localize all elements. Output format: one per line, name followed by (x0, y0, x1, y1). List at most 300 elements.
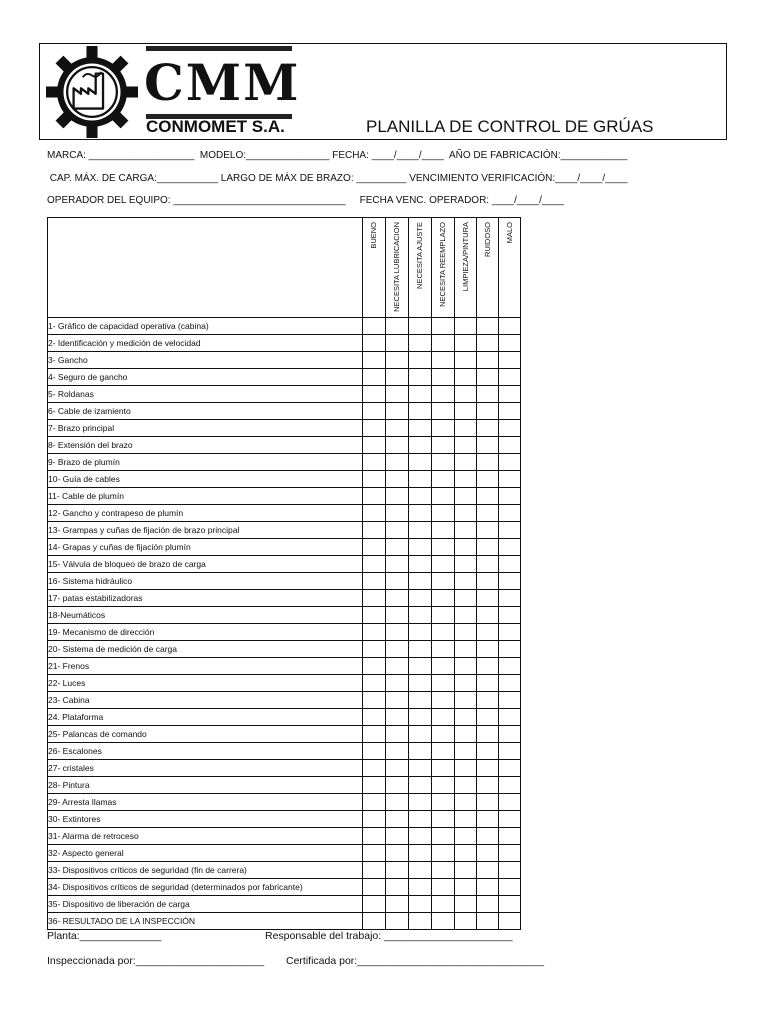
check-cell[interactable] (386, 624, 409, 641)
check-cell[interactable] (386, 743, 409, 760)
check-cell[interactable] (455, 454, 477, 471)
check-cell[interactable] (363, 828, 386, 845)
check-cell[interactable] (386, 709, 409, 726)
table-row (48, 590, 521, 607)
column-header (455, 218, 477, 318)
check-cell[interactable] (499, 658, 521, 675)
check-cell[interactable] (432, 505, 455, 522)
check-cell[interactable] (432, 726, 455, 743)
check-cell[interactable] (455, 845, 477, 862)
check-cell[interactable] (363, 845, 386, 862)
item-label: 8- Extensión del brazo (48, 437, 363, 454)
item-label: 31- Alarma de retroceso (48, 828, 363, 845)
check-cell[interactable] (499, 352, 521, 369)
check-cell[interactable] (409, 318, 432, 335)
check-cell[interactable] (432, 641, 455, 658)
check-cell[interactable] (499, 879, 521, 896)
check-cell[interactable] (499, 437, 521, 454)
check-cell[interactable] (455, 777, 477, 794)
check-cell[interactable] (477, 641, 499, 658)
check-cell[interactable] (363, 318, 386, 335)
check-cell[interactable] (455, 692, 477, 709)
check-cell[interactable] (409, 641, 432, 658)
check-cell[interactable] (432, 420, 455, 437)
check-cell[interactable] (432, 437, 455, 454)
check-cell[interactable] (363, 811, 386, 828)
check-cell[interactable] (477, 556, 499, 573)
check-cell[interactable] (409, 454, 432, 471)
check-cell[interactable] (499, 403, 521, 420)
check-cell[interactable] (432, 539, 455, 556)
check-cell[interactable] (386, 522, 409, 539)
check-cell[interactable] (409, 437, 432, 454)
check-cell[interactable] (386, 692, 409, 709)
check-cell[interactable] (363, 896, 386, 913)
check-cell[interactable] (477, 488, 499, 505)
check-cell[interactable] (477, 828, 499, 845)
check-cell[interactable] (432, 488, 455, 505)
check-cell[interactable] (363, 692, 386, 709)
check-cell[interactable] (363, 335, 386, 352)
check-cell[interactable] (455, 743, 477, 760)
check-cell[interactable] (409, 505, 432, 522)
item-column-header (48, 218, 363, 318)
check-cell[interactable] (363, 913, 386, 930)
check-cell[interactable] (477, 471, 499, 488)
check-cell[interactable] (363, 488, 386, 505)
check-cell[interactable] (477, 369, 499, 386)
check-cell[interactable] (409, 862, 432, 879)
check-cell[interactable] (409, 488, 432, 505)
check-cell[interactable] (386, 658, 409, 675)
column-header (386, 218, 409, 318)
check-cell[interactable] (409, 879, 432, 896)
check-cell[interactable] (363, 862, 386, 879)
check-cell[interactable] (409, 522, 432, 539)
check-cell[interactable] (499, 488, 521, 505)
check-cell[interactable] (363, 743, 386, 760)
check-cell[interactable] (499, 590, 521, 607)
item-label: 17- patas estabilizadoras (48, 590, 363, 607)
check-cell[interactable] (455, 726, 477, 743)
certificada-field: Certificada por:________________________________ (286, 955, 545, 967)
check-cell[interactable] (432, 573, 455, 590)
item-label: 5- Roldanas (48, 386, 363, 403)
item-label: 19- Mecanismo de dirección (48, 624, 363, 641)
table-row (48, 828, 521, 845)
check-cell[interactable] (386, 420, 409, 437)
check-cell[interactable] (432, 862, 455, 879)
check-cell[interactable] (455, 522, 477, 539)
check-cell[interactable] (499, 675, 521, 692)
check-cell[interactable] (363, 777, 386, 794)
check-cell[interactable] (363, 471, 386, 488)
check-cell[interactable] (363, 403, 386, 420)
check-cell[interactable] (455, 879, 477, 896)
check-cell[interactable] (455, 573, 477, 590)
check-cell[interactable] (477, 709, 499, 726)
check-cell[interactable] (363, 437, 386, 454)
check-cell[interactable] (386, 675, 409, 692)
check-cell[interactable] (455, 471, 477, 488)
check-cell[interactable] (499, 369, 521, 386)
check-cell[interactable] (455, 862, 477, 879)
check-cell[interactable] (386, 828, 409, 845)
check-cell[interactable] (409, 658, 432, 675)
item-label: 12- Gancho y contrapeso de plumín (48, 505, 363, 522)
check-cell[interactable] (432, 811, 455, 828)
check-cell[interactable] (455, 352, 477, 369)
check-cell[interactable] (363, 726, 386, 743)
check-cell[interactable] (409, 369, 432, 386)
check-cell[interactable] (455, 794, 477, 811)
check-cell[interactable] (477, 403, 499, 420)
check-cell[interactable] (499, 726, 521, 743)
check-cell[interactable] (363, 573, 386, 590)
check-cell[interactable] (499, 845, 521, 862)
check-cell[interactable] (499, 794, 521, 811)
check-cell[interactable] (409, 709, 432, 726)
check-cell[interactable] (432, 777, 455, 794)
check-cell[interactable] (363, 539, 386, 556)
check-cell[interactable] (432, 794, 455, 811)
check-cell[interactable] (386, 471, 409, 488)
check-cell[interactable] (432, 828, 455, 845)
table-row (48, 726, 521, 743)
table-header-row (48, 218, 521, 318)
check-cell[interactable] (386, 862, 409, 879)
checklist-body (48, 318, 521, 930)
check-cell[interactable] (477, 913, 499, 930)
check-cell[interactable] (477, 811, 499, 828)
table-row (48, 658, 521, 675)
check-cell[interactable] (386, 590, 409, 607)
check-cell[interactable] (455, 590, 477, 607)
check-cell[interactable] (363, 794, 386, 811)
check-cell[interactable] (363, 505, 386, 522)
check-cell[interactable] (386, 352, 409, 369)
table-row (48, 641, 521, 658)
check-cell[interactable] (455, 913, 477, 930)
check-cell[interactable] (386, 607, 409, 624)
item-label: 35- Dispositivo de liberación de carga (48, 896, 363, 913)
check-cell[interactable] (477, 352, 499, 369)
check-cell[interactable] (409, 726, 432, 743)
check-cell[interactable] (386, 318, 409, 335)
check-cell[interactable] (409, 845, 432, 862)
check-cell[interactable] (432, 743, 455, 760)
check-cell[interactable] (432, 845, 455, 862)
table-row (48, 692, 521, 709)
check-cell[interactable] (409, 675, 432, 692)
check-cell[interactable] (386, 811, 409, 828)
check-cell[interactable] (363, 658, 386, 675)
check-cell[interactable] (499, 709, 521, 726)
check-cell[interactable] (363, 641, 386, 658)
check-cell[interactable] (499, 318, 521, 335)
check-cell[interactable] (409, 556, 432, 573)
check-cell[interactable] (386, 913, 409, 930)
check-cell[interactable] (432, 675, 455, 692)
check-cell[interactable] (386, 505, 409, 522)
check-cell[interactable] (432, 607, 455, 624)
check-cell[interactable] (477, 522, 499, 539)
check-cell[interactable] (386, 777, 409, 794)
check-cell[interactable] (499, 862, 521, 879)
check-cell[interactable] (363, 522, 386, 539)
check-cell[interactable] (477, 318, 499, 335)
check-cell[interactable] (432, 692, 455, 709)
check-cell[interactable] (386, 726, 409, 743)
check-cell[interactable] (409, 794, 432, 811)
check-cell[interactable] (386, 488, 409, 505)
check-cell[interactable] (409, 590, 432, 607)
check-cell[interactable] (477, 777, 499, 794)
check-cell[interactable] (432, 369, 455, 386)
item-label: 2- Identificación y medición de velocidad (48, 335, 363, 352)
check-cell[interactable] (455, 318, 477, 335)
item-label: 28- Pintura (48, 777, 363, 794)
check-cell[interactable] (409, 896, 432, 913)
check-cell[interactable] (363, 760, 386, 777)
column-header (477, 218, 499, 318)
check-cell[interactable] (455, 420, 477, 437)
item-label: 15- Válvula de bloqueo de brazo de carga (48, 556, 363, 573)
check-cell[interactable] (432, 658, 455, 675)
item-label: 7- Brazo principal (48, 420, 363, 437)
check-cell[interactable] (499, 641, 521, 658)
check-cell[interactable] (409, 828, 432, 845)
check-cell[interactable] (499, 692, 521, 709)
check-cell[interactable] (499, 539, 521, 556)
check-cell[interactable] (455, 675, 477, 692)
check-cell[interactable] (455, 488, 477, 505)
table-row (48, 556, 521, 573)
check-cell[interactable] (409, 471, 432, 488)
item-label: 36- RESULTADO DE LA INSPECCIÓN (48, 913, 363, 930)
item-label: 11- Cable de plumín (48, 488, 363, 505)
check-cell[interactable] (455, 607, 477, 624)
check-cell[interactable] (363, 590, 386, 607)
check-cell[interactable] (432, 522, 455, 539)
check-cell[interactable] (432, 556, 455, 573)
check-cell[interactable] (409, 573, 432, 590)
check-cell[interactable] (386, 335, 409, 352)
check-cell[interactable] (386, 794, 409, 811)
check-cell[interactable] (455, 403, 477, 420)
check-cell[interactable] (455, 658, 477, 675)
check-cell[interactable] (409, 403, 432, 420)
check-cell[interactable] (499, 556, 521, 573)
table-row (48, 743, 521, 760)
check-cell[interactable] (477, 539, 499, 556)
check-cell[interactable] (363, 420, 386, 437)
check-cell[interactable] (455, 556, 477, 573)
check-cell[interactable] (386, 760, 409, 777)
check-cell[interactable] (386, 386, 409, 403)
check-cell[interactable] (409, 386, 432, 403)
check-cell[interactable] (386, 437, 409, 454)
check-cell[interactable] (432, 913, 455, 930)
check-cell[interactable] (477, 573, 499, 590)
table-row (48, 862, 521, 879)
check-cell[interactable] (432, 590, 455, 607)
check-cell[interactable] (499, 760, 521, 777)
check-cell[interactable] (455, 505, 477, 522)
item-label: 10- Guía de cables (48, 471, 363, 488)
check-cell[interactable] (363, 386, 386, 403)
check-cell[interactable] (455, 437, 477, 454)
check-cell[interactable] (455, 709, 477, 726)
check-cell[interactable] (409, 760, 432, 777)
check-cell[interactable] (409, 335, 432, 352)
check-cell[interactable] (477, 505, 499, 522)
check-cell[interactable] (386, 879, 409, 896)
check-cell[interactable] (455, 335, 477, 352)
table-row (48, 539, 521, 556)
check-cell[interactable] (363, 607, 386, 624)
check-cell[interactable] (477, 862, 499, 879)
table-row (48, 845, 521, 862)
logo-wordmark: CMM (144, 53, 301, 112)
check-cell[interactable] (499, 624, 521, 641)
check-cell[interactable] (386, 539, 409, 556)
check-cell[interactable] (477, 607, 499, 624)
check-cell[interactable] (409, 352, 432, 369)
check-cell[interactable] (477, 658, 499, 675)
table-row (48, 454, 521, 471)
check-cell[interactable] (499, 913, 521, 930)
check-cell[interactable] (409, 692, 432, 709)
check-cell[interactable] (499, 743, 521, 760)
check-cell[interactable] (477, 675, 499, 692)
check-cell[interactable] (499, 505, 521, 522)
check-cell[interactable] (499, 386, 521, 403)
check-cell[interactable] (386, 454, 409, 471)
check-cell[interactable] (386, 573, 409, 590)
check-cell[interactable] (477, 743, 499, 760)
check-cell[interactable] (499, 471, 521, 488)
check-cell[interactable] (409, 777, 432, 794)
item-label: 34- Dispositivos críticos de seguridad (determinados por fabricante) (48, 879, 363, 896)
check-cell[interactable] (409, 913, 432, 930)
check-cell[interactable] (455, 539, 477, 556)
check-cell[interactable] (477, 420, 499, 437)
check-cell[interactable] (432, 352, 455, 369)
check-cell[interactable] (386, 403, 409, 420)
check-cell[interactable] (363, 556, 386, 573)
check-cell[interactable] (477, 760, 499, 777)
item-label: 33- Dispositivos críticos de seguridad (fin de carrera) (48, 862, 363, 879)
check-cell[interactable] (499, 828, 521, 845)
check-cell[interactable] (455, 641, 477, 658)
check-cell[interactable] (455, 760, 477, 777)
check-cell[interactable] (499, 522, 521, 539)
check-cell[interactable] (363, 879, 386, 896)
check-cell[interactable] (432, 896, 455, 913)
item-label: 26- Escalones (48, 743, 363, 760)
check-cell[interactable] (432, 403, 455, 420)
item-label: 27- cristales (48, 760, 363, 777)
check-cell[interactable] (363, 369, 386, 386)
check-cell[interactable] (432, 624, 455, 641)
table-row (48, 573, 521, 590)
check-cell[interactable] (455, 624, 477, 641)
check-cell[interactable] (363, 709, 386, 726)
check-cell[interactable] (477, 454, 499, 471)
check-cell[interactable] (477, 590, 499, 607)
check-cell[interactable] (409, 743, 432, 760)
check-cell[interactable] (499, 896, 521, 913)
check-cell[interactable] (363, 454, 386, 471)
check-cell[interactable] (432, 760, 455, 777)
check-cell[interactable] (455, 386, 477, 403)
column-label: NECESITA AJUSTE (415, 222, 424, 289)
check-cell[interactable] (477, 794, 499, 811)
check-cell[interactable] (386, 845, 409, 862)
check-cell[interactable] (409, 539, 432, 556)
check-cell[interactable] (477, 879, 499, 896)
check-cell[interactable] (477, 437, 499, 454)
check-cell[interactable] (409, 811, 432, 828)
table-row (48, 403, 521, 420)
check-cell[interactable] (477, 624, 499, 641)
check-cell[interactable] (455, 811, 477, 828)
check-cell[interactable] (363, 675, 386, 692)
check-cell[interactable] (477, 335, 499, 352)
check-cell[interactable] (499, 777, 521, 794)
check-cell[interactable] (499, 811, 521, 828)
check-cell[interactable] (499, 335, 521, 352)
check-cell[interactable] (386, 641, 409, 658)
check-cell[interactable] (386, 556, 409, 573)
company-name: CONMOMET S.A. (146, 117, 285, 136)
item-label: 29- Arresta llamas (48, 794, 363, 811)
check-cell[interactable] (499, 573, 521, 590)
column-label: MALO (504, 222, 514, 244)
check-cell[interactable] (409, 420, 432, 437)
check-cell[interactable] (455, 896, 477, 913)
check-cell[interactable] (363, 624, 386, 641)
check-cell[interactable] (477, 386, 499, 403)
check-cell[interactable] (477, 692, 499, 709)
table-row (48, 879, 521, 896)
item-label: 32- Aspecto general (48, 845, 363, 862)
check-cell[interactable] (432, 471, 455, 488)
check-cell[interactable] (409, 607, 432, 624)
check-cell[interactable] (499, 454, 521, 471)
check-cell[interactable] (432, 879, 455, 896)
check-cell[interactable] (432, 709, 455, 726)
item-label: 30- Extintores (48, 811, 363, 828)
check-cell[interactable] (432, 318, 455, 335)
check-cell[interactable] (432, 386, 455, 403)
logo-bar-top (146, 46, 292, 51)
check-cell[interactable] (455, 828, 477, 845)
check-cell[interactable] (363, 352, 386, 369)
check-cell[interactable] (386, 369, 409, 386)
check-cell[interactable] (499, 607, 521, 624)
check-cell[interactable] (432, 335, 455, 352)
check-cell[interactable] (499, 420, 521, 437)
check-cell[interactable] (386, 896, 409, 913)
check-cell[interactable] (477, 726, 499, 743)
check-cell[interactable] (477, 896, 499, 913)
check-cell[interactable] (455, 369, 477, 386)
check-cell[interactable] (432, 454, 455, 471)
check-cell[interactable] (409, 624, 432, 641)
check-cell[interactable] (477, 845, 499, 862)
